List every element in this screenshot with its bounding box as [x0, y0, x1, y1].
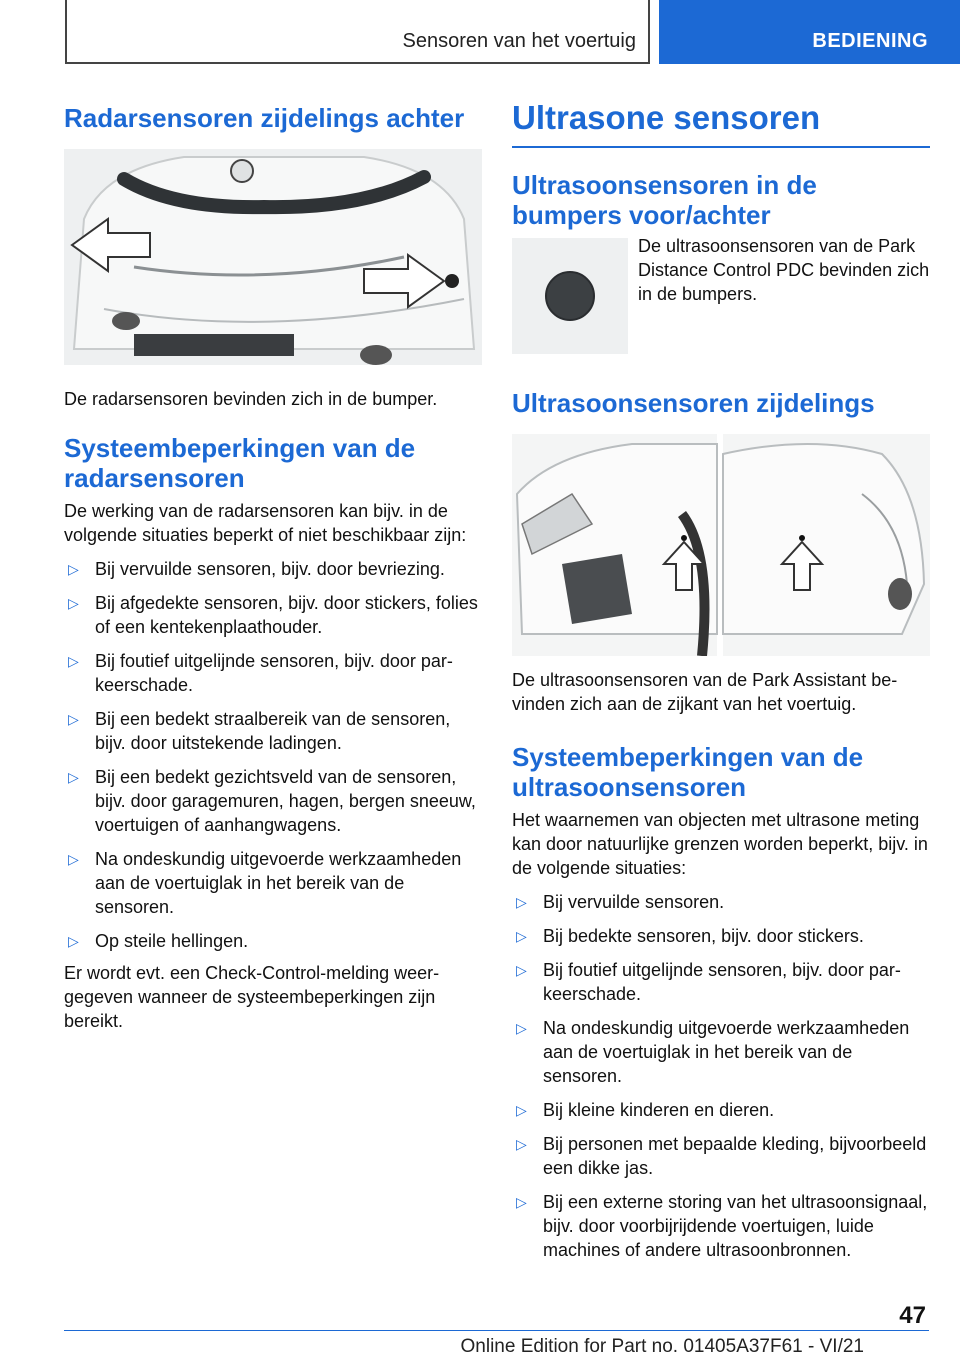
section-title: Sensoren van het voertuig — [402, 30, 636, 52]
triangle-right-outline-icon: ▷ — [516, 1136, 527, 1152]
list-item: ▷ Bij bedekte sensoren, bijv. door stickers. — [516, 926, 864, 946]
triangle-right-outline-icon: ▷ — [68, 769, 79, 785]
footer-edition: Online Edition for Part no. 01405A37F61 - VI/21 — [460, 1336, 864, 1357]
list-item: ▷ Bij een bedekt straalbereik van de sensoren, bijv. door uitstekende ladingen. — [68, 709, 451, 753]
ultrasonic-heading: Ultrasone sensoren — [512, 98, 930, 148]
list-item: ▷ Bij foutief uitgelijnde sensoren, bijv. door parkeerschade. — [516, 960, 901, 1004]
footer-rule — [64, 1330, 929, 1331]
list-item: ▷ Na ondeskundig uitgevoerde werkzaamheden aan de voertuiglak in het bereik van de sensoren. — [68, 849, 462, 917]
chapter-tab-label: BEDIENING — [812, 30, 928, 52]
triangle-right-outline-icon: ▷ — [68, 653, 79, 669]
sensor-image — [512, 238, 628, 354]
left-column — [64, 98, 482, 1033]
chapter-tab[interactable] — [659, 0, 960, 64]
bumper-sensors-text: De ultrasoonsensoren van de Park Distance Control PDC bevinden zich in de bumpers. — [638, 236, 930, 304]
ultrasonic-limits-intro: Het waarnemen van objecten met ultrasone meting kan door natuurlijke grenzen worden beperkt, bijv. in de volgende situaties: — [512, 810, 928, 878]
list-item: ▷ Bij vervuilde sensoren. — [516, 892, 725, 912]
side-sensors-illustration — [512, 434, 930, 656]
rear-bumper-illustration — [64, 149, 482, 365]
list-item: ▷ Bij kleine kinderen en dieren. — [516, 1100, 775, 1120]
header-frame — [65, 0, 650, 64]
list-item: ▷ Bij foutief uitgelijnde sensoren, bijv. door parkeerschade. — [68, 651, 453, 695]
list-item: ▷ Bij vervuilde sensoren, bijv. door bevriezing. — [68, 559, 445, 579]
triangle-right-outline-icon: ▷ — [68, 933, 79, 949]
list-item: ▷ Bij afgedekte sensoren, bijv. door stickers, folies of een kentekenplaathouder. — [68, 593, 478, 637]
triangle-right-outline-icon: ▷ — [516, 928, 527, 944]
radar-limits-outro: Er wordt evt. een Check-Control-melding weergegeven wanneer de systeembeperkingen zijn bereikt. — [64, 963, 440, 1031]
bumper-sensors-heading: Ultrasoonsensoren in de bumpers voor/achter — [512, 170, 817, 230]
radar-limits-list — [64, 557, 482, 953]
ultrasonic-limits-list — [512, 890, 930, 1262]
triangle-right-outline-icon: ▷ — [516, 1102, 527, 1118]
sensor-illustration — [512, 238, 628, 354]
list-item: ▷ Bij een externe storing van het ultrasoonsignaal, bijv. door voorbijrijdende voertuigen, luide machines of andere ultrasoonbronnen. — [516, 1192, 928, 1260]
triangle-right-outline-icon: ▷ — [516, 962, 527, 978]
side-sensors-heading: Ultrasoonsensoren zijdelings — [512, 388, 875, 418]
list-item: ▷ Op steile hellingen. — [68, 931, 249, 951]
triangle-right-outline-icon: ▷ — [516, 1020, 527, 1036]
triangle-right-outline-icon: ▷ — [516, 894, 527, 910]
radar-limits-intro: De werking van de radarsensoren kan bijv. in de volgende situaties beperkt of niet beschikbaar zijn: — [64, 501, 467, 545]
rear-bumper-image — [64, 149, 482, 365]
side-sensors-caption: De ultrasoonsensoren van de Park Assistant bevinden zich aan de zijkant van het voertuig. — [512, 670, 898, 714]
radar-heading: Radarsensoren zijdelings achter — [64, 103, 465, 133]
radar-limits-heading: Systeembeperkingen van de radarsensoren — [64, 433, 416, 493]
side-sensors-image — [512, 434, 930, 656]
triangle-right-outline-icon: ▷ — [68, 711, 79, 727]
radar-image-caption: De radarsensoren bevinden zich in de bumper. — [64, 389, 438, 409]
triangle-right-outline-icon: ▷ — [516, 1194, 527, 1210]
right-column — [512, 98, 930, 1262]
triangle-right-outline-icon: ▷ — [68, 595, 79, 611]
ultrasonic-limits-heading: Systeembeperkingen van de ultrasoonsensoren — [512, 742, 864, 802]
list-item: ▷ Bij een bedekt gezichtsveld van de sensoren, bijv. door garagemuren, hagen, bergen sneeuw, voertuigen of aanhangwagens. — [68, 767, 476, 835]
triangle-right-outline-icon: ▷ — [68, 851, 79, 867]
triangle-right-outline-icon: ▷ — [68, 561, 79, 577]
list-item: ▷ Bij personen met bepaalde kleding, bijvoorbeeld een dikke jas. — [516, 1134, 927, 1178]
page-number: 47 — [899, 1302, 926, 1329]
bumper-sensors-block — [512, 238, 930, 358]
list-item: ▷ Na ondeskundig uitgevoerde werkzaamheden aan de voertuiglak in het bereik van de sensoren. — [516, 1018, 910, 1086]
